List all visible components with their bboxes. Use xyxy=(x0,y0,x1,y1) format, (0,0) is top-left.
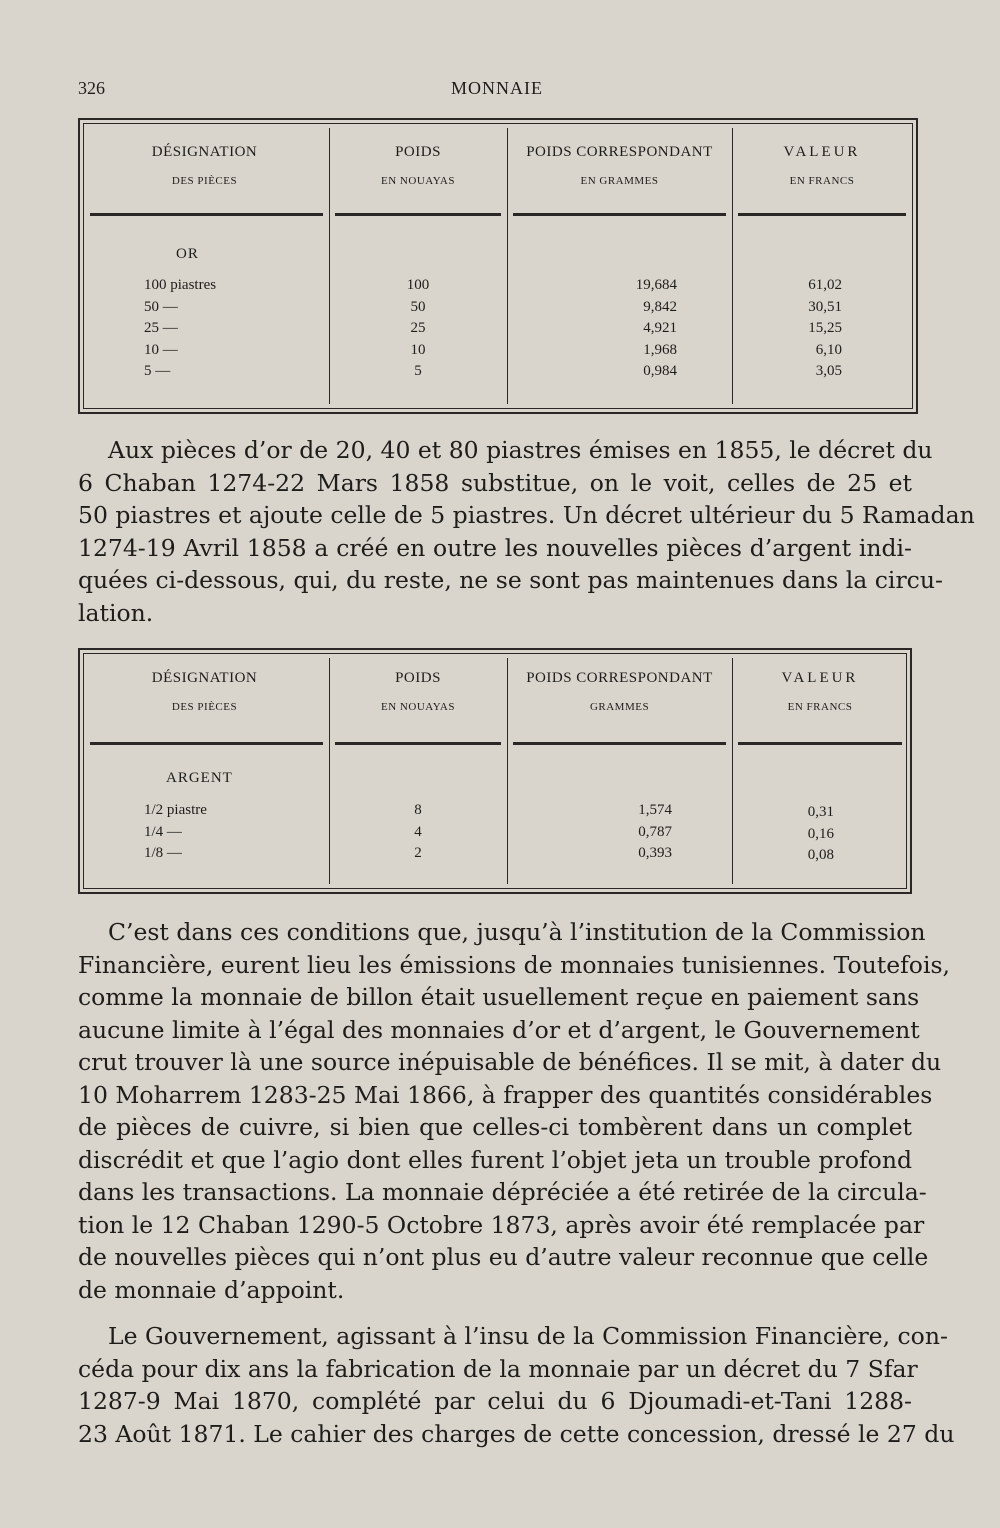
text-line: céda pour dix ans la fabrication de la monnaie par un décret du 7 Sfar xyxy=(78,1354,918,1383)
table-cell: 19,684 xyxy=(635,277,677,293)
text-line: de monnaie d’appoint. xyxy=(78,1275,345,1304)
page-header xyxy=(78,78,916,106)
table-cell: 15,25 xyxy=(808,320,842,337)
text-line: aucune limite à l’égal des monnaies d’or et d’argent, le Gouvernement xyxy=(78,1015,920,1044)
table-cell: 30,51 xyxy=(808,298,842,315)
table-cell: 1,968 xyxy=(643,341,677,358)
table-cell: 25 — xyxy=(144,320,178,337)
table-cell: 0,787 xyxy=(638,823,672,840)
table-cell: 1/2 piastre xyxy=(144,802,207,818)
text-line: 1274-19 Avril 1858 a créé en outre les nouvelles pièces d’argent indi- xyxy=(78,533,912,562)
table-cell: 8 xyxy=(414,802,422,818)
text-line: comme la monnaie de billon était usuellement reçue en paiement sans xyxy=(78,983,920,1011)
table-cell: 5 — xyxy=(144,363,171,380)
table-cell: 0,31 xyxy=(807,804,834,820)
table-cell: 25 xyxy=(410,320,426,337)
text-line: 23 Août 1871. Le cahier des charges de cette concession, dressé le 27 du xyxy=(78,1419,955,1448)
gold-coins-table xyxy=(78,118,918,414)
header-valeur: VALEUR EN FRANCS xyxy=(783,144,861,187)
table-cell: 1/4 — xyxy=(144,823,182,840)
table-cell: 10 — xyxy=(144,341,178,358)
header-poids-correspondant: POIDS CORRESPONDANT GRAMMES xyxy=(526,670,713,713)
silver-coins-table xyxy=(78,648,912,894)
header-valeur: VALEUR EN FRANCS xyxy=(781,670,859,713)
text-line: de nouvelles pièces qui n’ont plus eu d’autre valeur reconnue que celle xyxy=(78,1243,929,1271)
table-cell: 1,574 xyxy=(638,802,672,818)
table-cell: 61,02 xyxy=(808,277,842,293)
section-label-argent: ARGENT xyxy=(166,770,233,786)
designation-column xyxy=(144,800,294,865)
header-designation: DÉSIGNATION DES PIÈCES xyxy=(151,144,258,187)
grammes-column xyxy=(507,275,677,383)
poids-column xyxy=(329,275,507,383)
table-cell: 5 xyxy=(414,363,422,380)
header-poids-correspondant: POIDS CORRESPONDANT EN GRAMMES xyxy=(526,144,713,187)
table-cell: 10 xyxy=(410,341,426,358)
text-line: discrédit et que l’agio dont elles furent l’objet jeta un trouble profond xyxy=(78,1145,912,1174)
paragraph-2 xyxy=(78,916,951,1306)
table-cell: 3,05 xyxy=(815,363,842,380)
text-line: 6 Chaban 1274-22 Mars 1858 substitue, on le voit, celles de 25 et xyxy=(78,468,912,497)
text-line: 10 Moharrem 1283-25 Mai 1866, à frapper des quantités considérables xyxy=(78,1080,933,1109)
table-cell: 2 xyxy=(414,845,422,862)
table-cell: 9,842 xyxy=(643,298,677,315)
table-cell: 6,10 xyxy=(815,341,842,358)
table-cell: 50 — xyxy=(144,298,178,315)
paragraph-1 xyxy=(78,434,975,629)
table-cell: 0,984 xyxy=(643,363,677,380)
text-line: Aux pièces d’or de 20, 40 et 80 piastres émises en 1855, le décret du xyxy=(108,436,933,464)
poids-column xyxy=(329,800,507,865)
grammes-column xyxy=(507,800,672,865)
valeur-column xyxy=(732,802,834,867)
text-line: de pièces de cuivre, si bien que celles-ci tombèrent dans un complet xyxy=(78,1113,912,1141)
table-cell: 1/8 — xyxy=(144,845,182,862)
table-cell: 50 xyxy=(410,298,426,315)
header-poids: POIDS EN NOUAYAS xyxy=(381,144,455,187)
table-cell: 100 xyxy=(406,277,430,293)
valeur-column xyxy=(732,275,842,383)
table-cell: 4,921 xyxy=(643,320,677,337)
text-line: quées ci-dessous, qui, du reste, ne se sont pas maintenues dans la circu- xyxy=(78,566,943,594)
text-line: 1287-9 Mai 1870, complété par celui du 6 Djoumadi-et-Tani 1288- xyxy=(78,1387,912,1415)
table-cell: 4 xyxy=(414,823,422,840)
designation-column xyxy=(144,275,294,383)
text-line: C’est dans ces conditions que, jusqu’à l’institution de la Commission xyxy=(108,918,926,946)
paragraph-3 xyxy=(78,1320,955,1450)
text-line: dans les transactions. La monnaie dépréciée a été retirée de la circula- xyxy=(78,1178,927,1206)
section-label-or: OR xyxy=(176,246,199,262)
text-line: tion le 12 Chaban 1290-5 Octobre 1873, après avoir été remplacée par xyxy=(78,1210,925,1239)
running-title: MONNAIE xyxy=(451,78,543,98)
table-cell: 0,393 xyxy=(638,845,672,862)
header-poids: POIDS EN NOUAYAS xyxy=(381,670,455,713)
text-line: Financière, eurent lieu les émissions de monnaies tunisiennes. Toutefois, xyxy=(78,950,951,979)
table-cell: 100 piastres xyxy=(144,277,217,293)
text-line: 50 piastres et ajoute celle de 5 piastres. Un décret ultérieur du 5 Ramadan xyxy=(78,501,975,529)
header-designation: DÉSIGNATION DES PIÈCES xyxy=(151,670,258,713)
text-line: Le Gouvernement, agissant à l’insu de la Commission Financière, con- xyxy=(108,1322,948,1350)
table-cell: 0,08 xyxy=(807,847,834,864)
text-line: crut trouver là une source inépuisable de bénéfices. Il se mit, à dater du xyxy=(78,1048,942,1076)
text-line: lation. xyxy=(78,598,154,627)
table-cell: 0,16 xyxy=(807,825,834,842)
page-number: 326 xyxy=(78,78,105,98)
